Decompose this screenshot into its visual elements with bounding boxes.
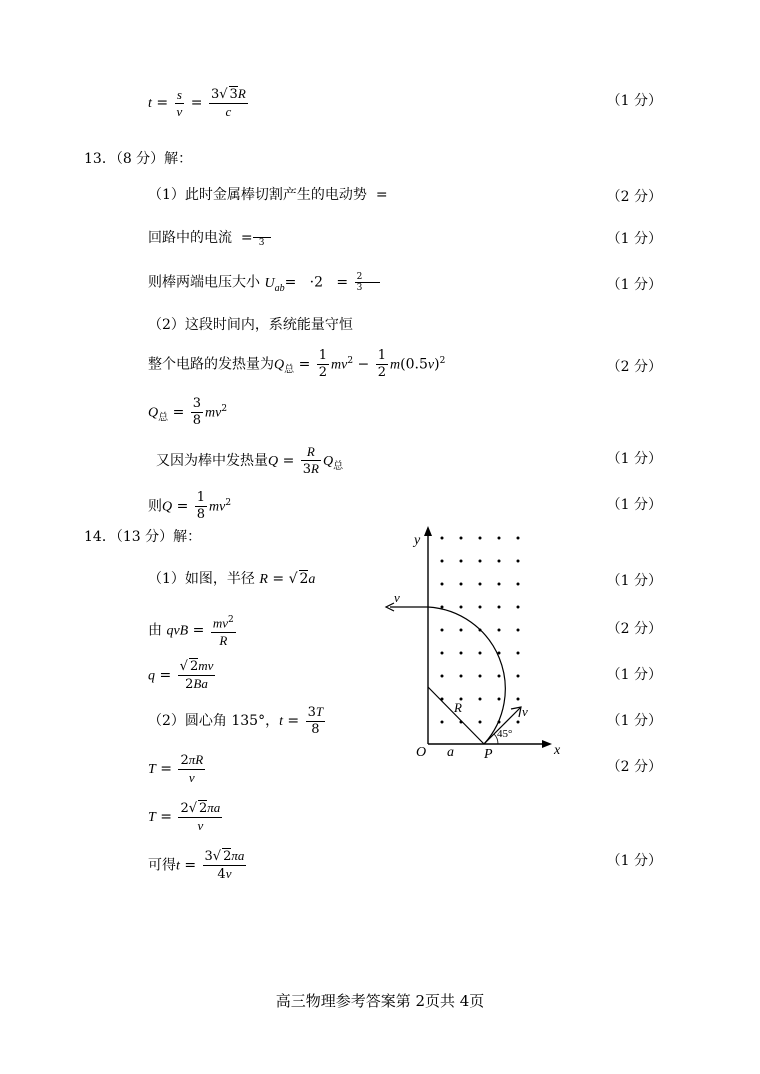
label-angle: 45° bbox=[497, 728, 513, 740]
q14-angle: （2）圆心角 135°，t = $\frac{3T}{8}$ bbox=[148, 704, 324, 737]
q14-part2-text: （2）圆心角 135°， bbox=[148, 713, 280, 729]
q13-part1-text: （1）此时金属棒切割产生的电动势 bbox=[148, 187, 367, 203]
q14-by: 由 bbox=[148, 622, 162, 639]
field-dot bbox=[517, 606, 520, 609]
field-dot bbox=[460, 629, 463, 632]
q14-part1-text: （1）如图，半径 bbox=[148, 571, 255, 587]
q14-period-2: T = $\frac{2√ 2\pi a}{v}$ bbox=[148, 800, 221, 833]
field-dot bbox=[441, 606, 444, 609]
label-r: R bbox=[454, 700, 462, 715]
trajectory-arc bbox=[428, 607, 505, 744]
field-dot bbox=[441, 583, 444, 586]
field-dot bbox=[479, 675, 482, 678]
field-dot bbox=[517, 537, 520, 540]
q13-then: 则 bbox=[148, 498, 162, 515]
score: （1 分） bbox=[606, 451, 662, 467]
score: （1 分） bbox=[606, 277, 662, 293]
field-dot bbox=[460, 560, 463, 563]
score: （1 分） bbox=[606, 93, 662, 109]
q14-radius: （1）如图，半径 R = √ 2a bbox=[148, 571, 316, 587]
q14-result-label: 可得 bbox=[148, 857, 176, 874]
score: （1 分） bbox=[606, 853, 662, 869]
formula-t-line: t = $\frac{s}{v}$ = $\frac{3√ 3R}{c}$ bbox=[148, 86, 246, 119]
q13-part1: （1）此时金属棒切割产生的电动势 = bbox=[148, 187, 388, 203]
q13-header: 13．（8 分）解： bbox=[84, 151, 193, 167]
field-dot bbox=[441, 675, 444, 678]
field-dot bbox=[517, 721, 520, 724]
q13-heat-result: $Q_总$ = $\frac{3}{8}$ $mv^2$ bbox=[148, 396, 228, 428]
q13-voltage: 则棒两端电压大小 $U_{ab}= \cdot 2$ = $\frac{2}{3}$ bbox=[148, 272, 380, 297]
q14-header: 14．（13 分）解： bbox=[84, 529, 202, 545]
magnetic-field-diagram bbox=[370, 520, 570, 765]
score: （2 分） bbox=[606, 759, 662, 775]
field-dot bbox=[460, 652, 463, 655]
field-dot bbox=[479, 583, 482, 586]
field-dot bbox=[460, 606, 463, 609]
q14-period: T = $\frac{2\pi R}{v}$ bbox=[148, 752, 204, 785]
field-dot bbox=[460, 675, 463, 678]
q13-current-label: 回路中的电流 bbox=[148, 230, 232, 246]
score: （2 分） bbox=[606, 189, 662, 205]
field-dot bbox=[498, 537, 501, 540]
field-dot bbox=[460, 537, 463, 540]
field-dot bbox=[517, 698, 520, 701]
x-axis-arrow bbox=[542, 740, 552, 748]
q13-heat-total: 整个电路的发热量为$Q_总$ = $\frac{1}{2}$ $mv^2$ − $\frac{1}{2}$ $m(0.5v)^2$ bbox=[148, 348, 446, 380]
label-a: a bbox=[447, 745, 454, 760]
field-dot bbox=[498, 698, 501, 701]
q13-heat-label: 整个电路的发热量为 bbox=[148, 356, 274, 373]
field-dot bbox=[517, 560, 520, 563]
label-v-entry: v bbox=[522, 704, 528, 719]
score: （1 分） bbox=[606, 231, 662, 247]
radius-line bbox=[428, 687, 484, 744]
field-dot bbox=[460, 583, 463, 586]
q13-rod-heat: 又因为棒中发热量Q = $\frac{R}{3R}$ $Q_总$ bbox=[156, 444, 344, 477]
label-x: x bbox=[554, 743, 561, 758]
field-dot bbox=[441, 721, 444, 724]
q14-lorentz: 由 qvB = $\frac{mv^2}{R}$ bbox=[148, 612, 238, 649]
field-dot bbox=[441, 652, 444, 655]
score: （1 分） bbox=[606, 713, 662, 729]
field-dot bbox=[517, 652, 520, 655]
field-dot bbox=[498, 606, 501, 609]
label-v-top: v bbox=[394, 590, 400, 605]
page-footer: 高三物理参考答案第 2页共 4页 bbox=[275, 992, 485, 1010]
q13-current: 回路中的电流 = 3 bbox=[148, 228, 271, 248]
score: （2 分） bbox=[606, 621, 662, 637]
field-dot bbox=[479, 721, 482, 724]
field-dot bbox=[479, 698, 482, 701]
label-y: y bbox=[414, 533, 421, 548]
field-dot bbox=[441, 537, 444, 540]
q13-final: 则Q = $\frac{1}{8}$ $mv^2$ bbox=[148, 490, 232, 522]
field-dot bbox=[498, 560, 501, 563]
field-dot bbox=[479, 606, 482, 609]
field-dot bbox=[441, 629, 444, 632]
field-dot bbox=[479, 652, 482, 655]
label-origin: O bbox=[416, 745, 427, 760]
q13-voltage-label: 则棒两端电压大小 bbox=[148, 274, 260, 291]
score: （2 分） bbox=[606, 359, 662, 375]
field-dot bbox=[479, 537, 482, 540]
field-dot bbox=[517, 629, 520, 632]
field-dot bbox=[517, 675, 520, 678]
field-dot bbox=[498, 629, 501, 632]
score: （1 分） bbox=[606, 573, 662, 589]
q13-rod-heat-label: 又因为棒中发热量 bbox=[156, 453, 268, 469]
label-p: P bbox=[484, 747, 493, 762]
q14-result: 可得t = $\frac{3√ 2\pi a}{4v}$ bbox=[148, 848, 245, 882]
q14-charge: q = $\frac{√ 2mv}{2Ba}$ bbox=[148, 658, 214, 692]
field-dot bbox=[498, 675, 501, 678]
field-dot bbox=[441, 560, 444, 563]
field-dot bbox=[498, 583, 501, 586]
field-dot bbox=[479, 560, 482, 563]
score: （1 分） bbox=[606, 667, 662, 683]
q13-part2: （2）这段时间内，系统能量守恒 bbox=[148, 317, 353, 333]
y-axis-arrow bbox=[424, 526, 432, 536]
score: （1 分） bbox=[606, 497, 662, 513]
field-dot bbox=[517, 583, 520, 586]
